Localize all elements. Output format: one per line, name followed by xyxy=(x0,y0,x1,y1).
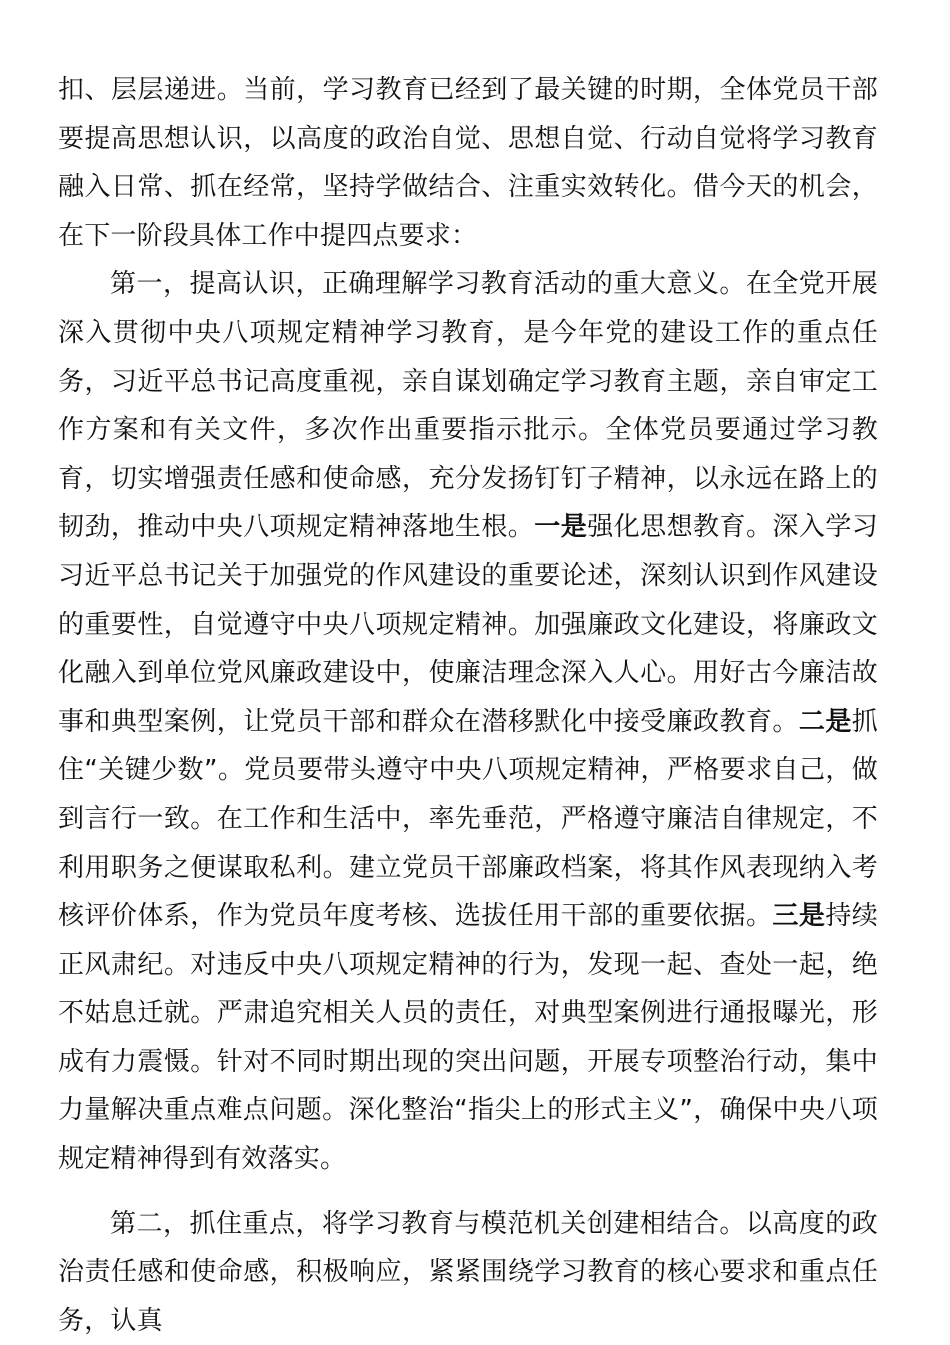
point-1-label: 一是 xyxy=(534,512,588,543)
point-3-label: 三是 xyxy=(772,901,826,932)
paragraph-point-one xyxy=(58,260,878,1183)
point-1-text: 强化思想教育。深入学习习近平总书记关于加强党的作风建设的重要论述，深刻认识到作风建设的重要性，自觉遵守中央八项规定精神。加强廉政文化建设，将廉政文化融入到单位党风廉政建设中，使廉洁理念深入人心。用好古今廉洁故事和典型案例，让党员干部和群众在潜移默化中接受廉政教育。 xyxy=(58,512,878,737)
point-2-text: 抓住“关键少数”。党员要带头遵守中央八项规定精神，严格要求自己，做到言行一致。在工作和生活中，率先垂范，严格遵守廉洁自律规定，不利用职务之便谋取私利。建立党员干部廉政档案，将其作风表现纳入考核评价体系，作为党员年度考核、选拔任用干部的重要依据。 xyxy=(58,706,878,932)
point-3-text: 持续正风肃纪。对违反中央八项规定精神的行为，发现一起、查处一起，绝不姑息迁就。严肃追究相关人员的责任，对典型案例进行通报曝光，形成有力震慑。针对不同时期出现的突出问题，开展专项整治行动，集中力量解决重点难点问题。深化整治“指尖上的形式主义”，确保中央八项规定精神得到有效落实。 xyxy=(58,901,878,1175)
paragraph-intro: 第一，提高认识，正确理解学习教育活动的重大意义。在全党开展深入贯彻中央八项规定精神学习教育，是今年党的建设工作的重点任务，习近平总书记高度重视，亲自谋划确定学习教育主题，亲自审定工作方案和有关文件，多次作出重要指示批示。全体党员要通过学习教育，切实增强责任感和使命感，充分发扬钉钉子精神，以永远在路上的韧劲，推动中央八项规定精神落地生根。 xyxy=(58,269,878,543)
paragraph-point-two xyxy=(58,1200,878,1345)
document-body xyxy=(58,66,878,1345)
point-2-label: 二是 xyxy=(798,706,852,737)
paragraph-continuation xyxy=(58,66,878,260)
paragraph-text: 第二，抓住重点，将学习教育与模范机关创建相结合。以高度的政治责任感和使命感，积极响应，紧紧围绕学习教育的核心要求和重点任务，认真 xyxy=(58,1208,878,1336)
paragraph-text: 扣、层层递进。当前，学习教育已经到了最关键的时期，全体党员干部要提高思想认识，以高度的政治自觉、思想自觉、行动自觉将学习教育融入日常、抓在经常，坚持学做结合、注重实效转化。借今天的机会，在下一阶段具体工作中提四点要求： xyxy=(58,75,878,251)
